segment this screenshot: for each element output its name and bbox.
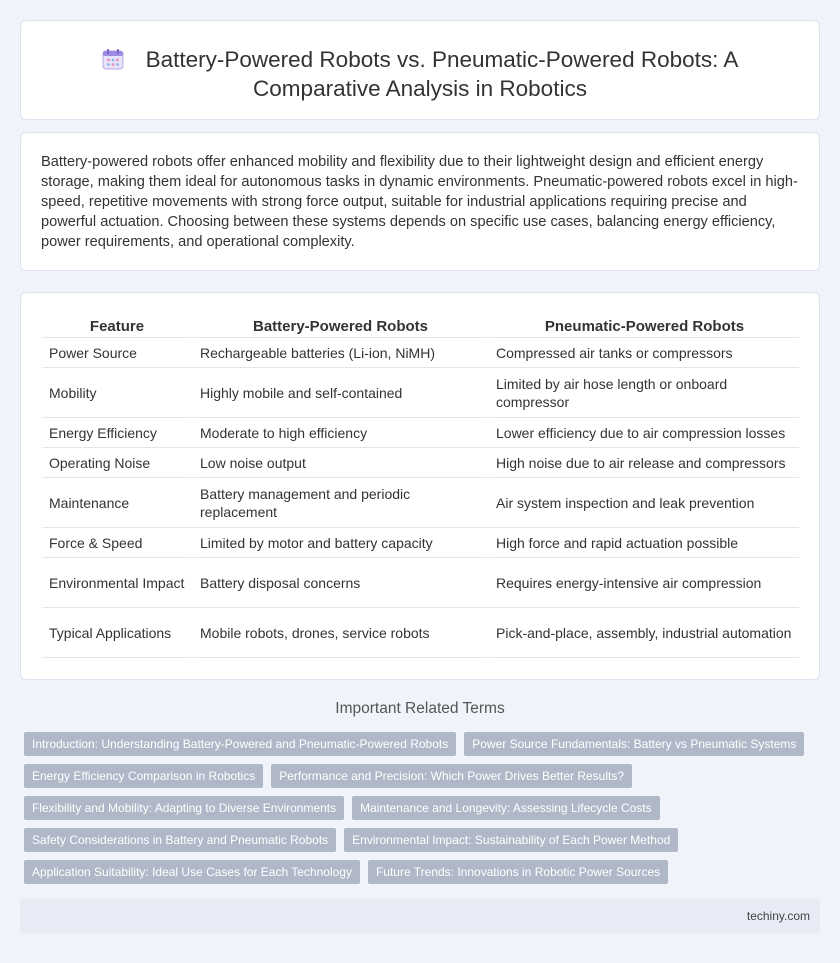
table-row [43, 478, 799, 528]
table-cell: Lower efficiency due to air compression losses [487, 418, 799, 448]
table-cell: Moderate to high efficiency [191, 418, 487, 448]
header-battery: Battery-Powered Robots [191, 315, 487, 338]
table-row [43, 418, 799, 448]
table-row [43, 608, 799, 658]
table-cell: Energy Efficiency [43, 418, 191, 448]
page-title [21, 45, 819, 103]
related-term-tag[interactable]: Flexibility and Mobility: Adapting to Diverse Environments [24, 796, 344, 820]
title-line-2: Comparative Analysis in Robotics [253, 76, 587, 101]
table-cell: High noise due to air release and compressors [487, 448, 799, 478]
related-term-tag[interactable]: Performance and Precision: Which Power Drives Better Results? [271, 764, 632, 788]
table-row [43, 448, 799, 478]
table-cell: High force and rapid actuation possible [487, 528, 799, 558]
table-cell: Compressed air tanks or compressors [487, 338, 799, 368]
comparison-table-card [20, 292, 820, 680]
related-terms-list [24, 732, 824, 892]
table-cell: Battery management and periodic replacement [191, 478, 487, 528]
table-cell: Rechargeable batteries (Li-ion, NiMH) [191, 338, 487, 368]
table-cell: Low noise output [191, 448, 487, 478]
related-term-tag[interactable]: Environmental Impact: Sustainability of Each Power Method [344, 828, 678, 852]
table-cell: Air system inspection and leak prevention [487, 478, 799, 528]
header-feature: Feature [43, 315, 191, 338]
title-card [20, 20, 820, 120]
related-term-tag[interactable]: Application Suitability: Ideal Use Cases for Each Technology [24, 860, 360, 884]
calendar-icon [102, 48, 124, 70]
related-term-tag[interactable]: Power Source Fundamentals: Battery vs Pneumatic Systems [464, 732, 804, 756]
table-cell: Power Source [43, 338, 191, 368]
table-cell: Limited by motor and battery capacity [191, 528, 487, 558]
comparison-table [43, 315, 799, 658]
table-cell: Environmental Impact [43, 558, 191, 608]
table-cell: Mobility [43, 368, 191, 418]
table-row [43, 368, 799, 418]
title-line-1: Battery-Powered Robots vs. Pneumatic-Powered Robots: A [145, 47, 739, 72]
table-row [43, 558, 799, 608]
table-row [43, 528, 799, 558]
intro-paragraph: Battery-powered robots offer enhanced mobility and flexibility due to their lightweight design and efficient energy storage, making them ideal for autonomous tasks in dynamic environments. Pneumatic-powered robots excel in high-speed, repetitive movements with strong force output, suitable for industrial applications requiring precise and powerful actuation. Choosing between these systems depends on specific use cases, balancing energy efficiency, power requirements, and operational complexity. [41, 154, 798, 250]
related-term-tag[interactable]: Energy Efficiency Comparison in Robotics [24, 764, 263, 788]
table-cell: Pick-and-place, assembly, industrial automation [487, 608, 799, 658]
site-link[interactable]: techiny.com [746, 909, 810, 923]
table-cell: Requires energy-intensive air compression [487, 558, 799, 608]
related-terms-heading: Important Related Terms [335, 700, 505, 717]
table-cell: Battery disposal concerns [191, 558, 487, 608]
table-cell: Highly mobile and self-contained [191, 368, 487, 418]
related-term-tag[interactable]: Maintenance and Longevity: Assessing Lifecycle Costs [352, 796, 660, 820]
table-row [43, 338, 799, 368]
header-pneumatic: Pneumatic-Powered Robots [487, 315, 799, 338]
table-cell: Mobile robots, drones, service robots [191, 608, 487, 658]
related-term-tag[interactable]: Future Trends: Innovations in Robotic Power Sources [368, 860, 668, 884]
intro-card [20, 132, 820, 271]
table-cell: Typical Applications [43, 608, 191, 658]
footer [20, 899, 820, 933]
table-cell: Force & Speed [43, 528, 191, 558]
table-cell: Operating Noise [43, 448, 191, 478]
table-cell: Maintenance [43, 478, 191, 528]
table-cell: Limited by air hose length or onboard compressor [487, 368, 799, 418]
table-header-row [43, 315, 799, 338]
related-term-tag[interactable]: Introduction: Understanding Battery-Powered and Pneumatic-Powered Robots [24, 732, 456, 756]
related-term-tag[interactable]: Safety Considerations in Battery and Pneumatic Robots [24, 828, 336, 852]
